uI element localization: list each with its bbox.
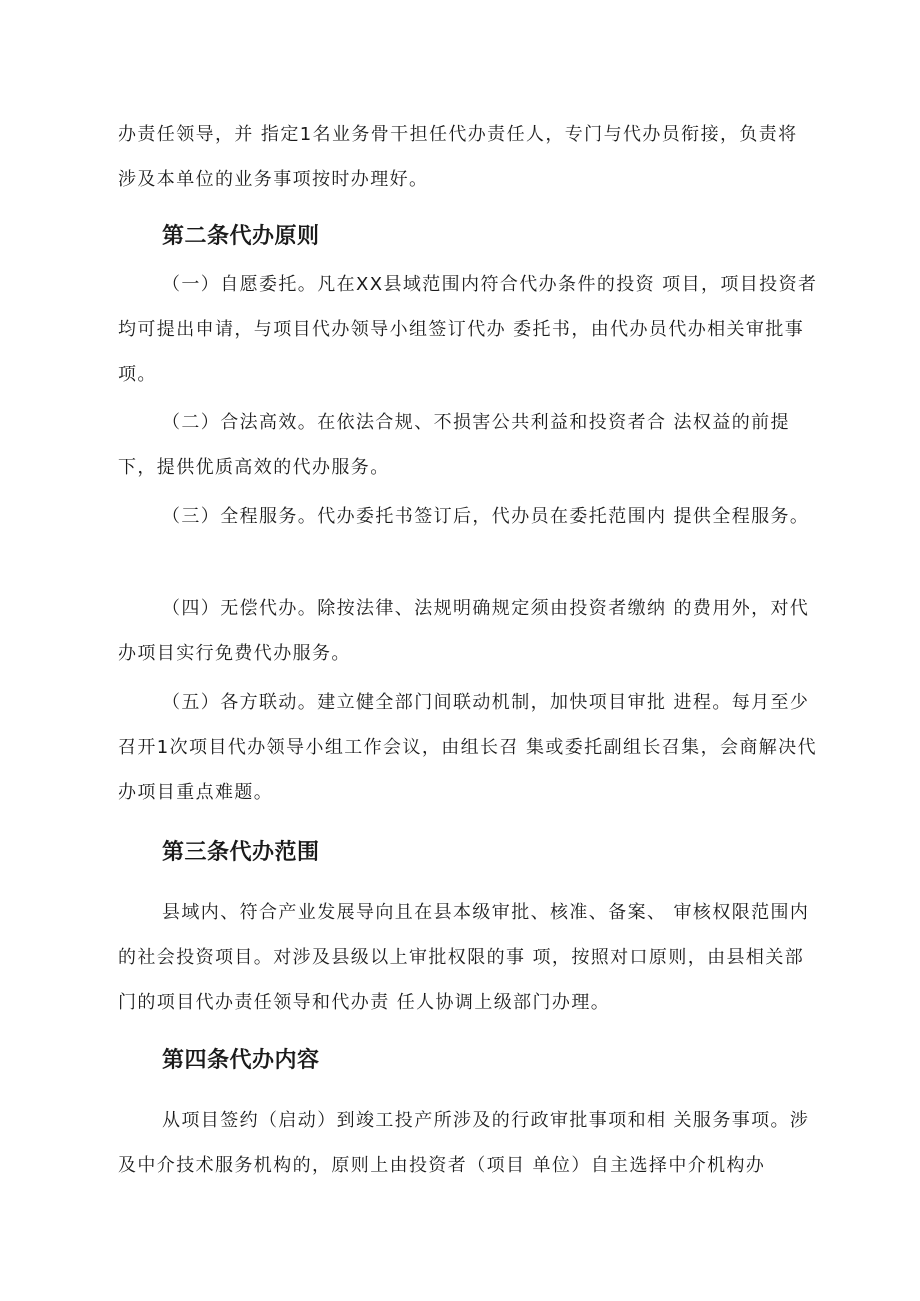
section4-paragraph: 从项目签约（启动）到竣工投产所涉及的行政审批事项和相 关服务事项。涉及中介技术服务机构的，原则上由投资者（项目 单位）自主选择中介机构办 (118, 1110, 810, 1176)
section2-item-2: （二）合法高效。在依法合规、不损害公共利益和投资者合 法权益的前提下，提供优质高效的代办服务。 (118, 412, 790, 478)
section2-item-3: （三）全程服务。代办委托书签订后，代办员在委托范围内 提供全程服务。 (162, 506, 810, 527)
section3-heading: 第三条代办范围 (162, 840, 320, 865)
intro-paragraph: 办责任领导，并 指定1名业务骨干担任代办责任人，专门与代办员衔接，负责将 涉及本单位的业务事项按时办理好。 (118, 124, 798, 190)
section2-item-4: （四）无偿代办。除按法律、法规明确规定须由投资者缴纳 的费用外，对代办项目实行免费代办服务。 (118, 598, 810, 664)
section2-item-5: （五）各方联动。建立健全部门间联动机制，加快项目审批 进程。每月至少召开1次项目代办领导小组工作会议，由组长召 集或委托副组长召集，会商解决代办项目重点难题。 (118, 692, 817, 803)
section4-heading: 第四条代办内容 (162, 1048, 320, 1073)
section3-paragraph: 县域内、符合产业发展导向且在县本级审批、核准、备案、 审核权限范围内的社会投资项目。对涉及县级以上审批权限的事 项，按照对口原则，由县相关部门的项目代办责任领导和代办责 任人协调上级部门办理。 (118, 902, 810, 1013)
section2-heading: 第二条代办原则 (162, 224, 320, 249)
section2-item-1: （一）自愿委托。凡在XX县域范围内符合代办条件的投资 项目，项目投资者均可提出申请，与项目代办领导小组签订代办 委托书，由代办员代办相关审批事项。 (118, 274, 818, 385)
